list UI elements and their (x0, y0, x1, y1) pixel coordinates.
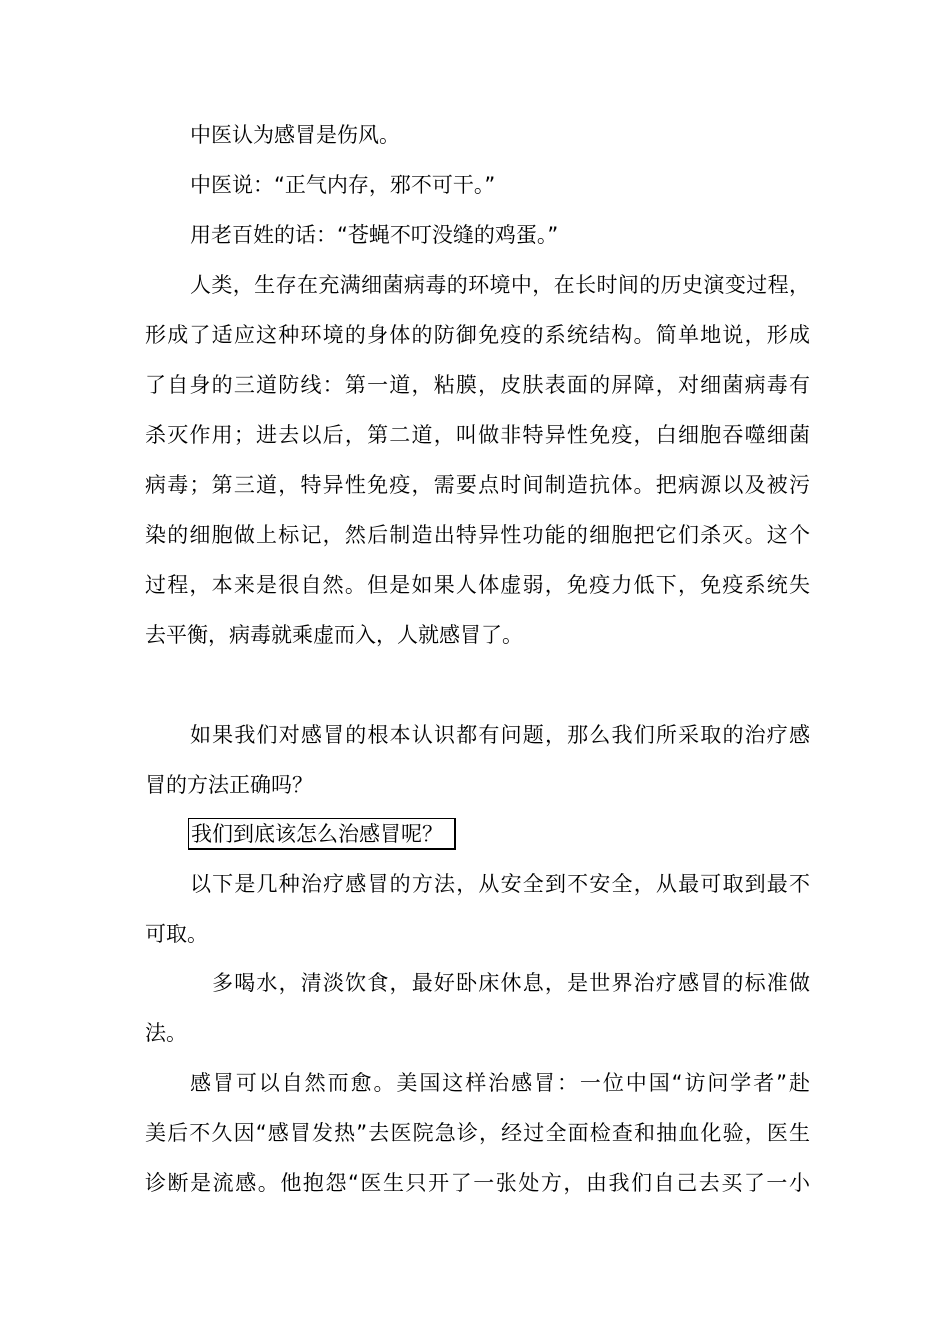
paragraph-line: 如果我们对感冒的根本认识都有问题，那么我们所采取的治疗感 (190, 723, 810, 747)
paragraph-line: 诊断是流感。他抱怨“医生只开了一张处方，由我们自己去买了一小 (145, 1171, 810, 1195)
paragraph-line: 以下是几种治疗感冒的方法，从安全到不安全，从最可取到最不 (190, 872, 810, 896)
paragraph-line: 中医说：“正气内存，邪不可干。” (190, 173, 496, 197)
paragraph-line: 染的细胞做上标记，然后制造出特异性功能的细胞把它们杀灭。这个 (145, 523, 810, 547)
paragraph-line: 多喝水，清淡饮食，最好卧床休息，是世界治疗感冒的标准做 (212, 971, 810, 995)
paragraph-line: 过程，本来是很自然。但是如果人体虚弱，免疫力低下，免疫系统失 (145, 573, 810, 597)
boxed-heading-text: 我们到底该怎么治感冒呢？ (191, 822, 443, 846)
paragraph-line: 病毒；第三道，特异性免疫，需要点时间制造抗体。把病源以及被污 (145, 473, 810, 497)
paragraph-line: 可取。 (145, 922, 208, 946)
paragraph-line: 美后不久因“感冒发热”去医院急诊，经过全面检查和抽血化验，医生 (145, 1121, 810, 1145)
paragraph-line: 去平衡，病毒就乘虚而入，人就感冒了。 (145, 623, 523, 647)
boxed-heading (188, 818, 456, 850)
paragraph-line: 中医认为感冒是伤风。 (190, 123, 400, 147)
paragraph-line: 杀灭作用；进去以后，第二道，叫做非特异性免疫，白细胞吞噬细菌 (145, 423, 810, 447)
paragraph-line: 人类，生存在充满细菌病毒的环境中，在长时间的历史演变过程， (190, 273, 810, 297)
paragraph-line: 冒的方法正确吗？ (145, 773, 313, 797)
paragraph-line: 法。 (145, 1021, 187, 1045)
paragraph-line: 感冒可以自然而愈。美国这样治感冒：一位中国“访问学者”赴 (190, 1071, 810, 1095)
paragraph-line: 用老百姓的话：“苍蝇不叮没缝的鸡蛋。” (190, 223, 559, 247)
paragraph-line: 形成了适应这种环境的身体的防御免疫的系统结构。简单地说，形成 (145, 323, 810, 347)
paragraph-line: 了自身的三道防线：第一道，粘膜，皮肤表面的屏障，对细菌病毒有 (145, 373, 810, 397)
